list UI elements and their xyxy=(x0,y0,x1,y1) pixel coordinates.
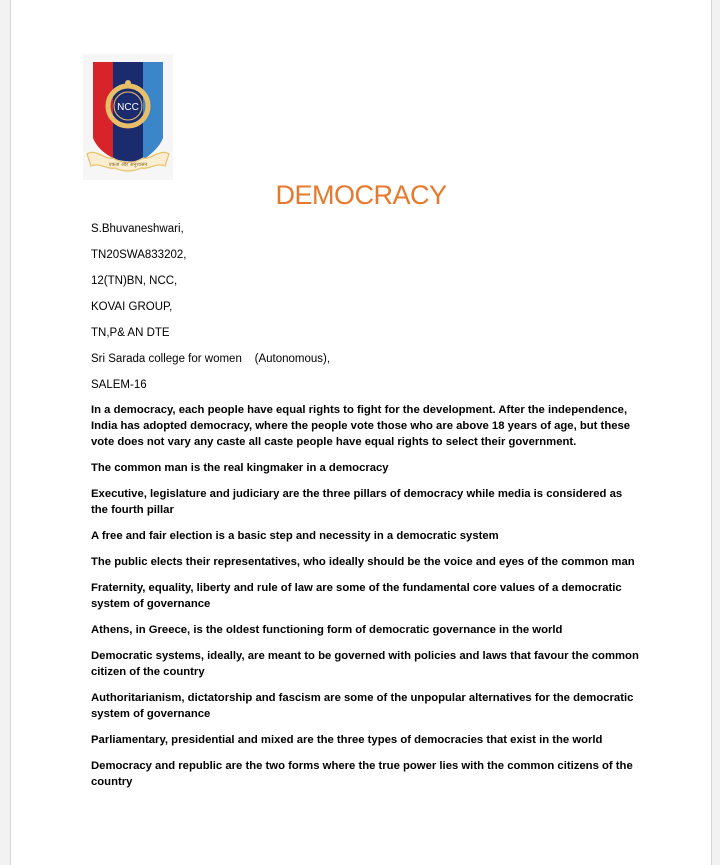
body-paragraph: Executive, legislature and judiciary are the three pillars of democracy while media is considered as the fourth pillar xyxy=(91,488,623,516)
body-paragraph: Democracy and republic are the two forms where the true power lies with the common citizens of the country xyxy=(91,760,633,788)
author-line: 12(TN)BN, NCC, xyxy=(91,275,178,287)
svg-text:NCC: NCC xyxy=(117,102,139,113)
author-details xyxy=(91,222,651,404)
body-paragraph: Authoritarianism, dictatorship and fascism are some of the unpopular alternatives for the democratic system of governance xyxy=(91,692,634,720)
document-page xyxy=(10,0,712,865)
author-line: SALEM-16 xyxy=(91,379,147,391)
author-line: KOVAI GROUP, xyxy=(91,301,173,313)
ncc-emblem-icon xyxy=(83,54,173,180)
body-paragraph: Athens, in Greece, is the oldest functioning form of democratic governance in the world xyxy=(91,624,563,636)
body-paragraph: In a democracy, each people have equal rights to fight for the development. After the independence, India has adopted democracy, where the people vote those who are above 18 years of age, but these vote does not vary any caste all caste people have equal rights to select their government. xyxy=(91,404,631,448)
body-paragraph: The public elects their representatives, who ideally should be the voice and eyes of the common man xyxy=(91,556,635,568)
body-paragraph: Fraternity, equality, liberty and rule of law are some of the fundamental core values of a democratic system of governance xyxy=(91,582,622,610)
document-title: DEMOCRACY xyxy=(275,180,447,210)
body-paragraph: Parliamentary, presidential and mixed are the three types of democracies that exist in the world xyxy=(91,734,603,746)
author-line: TN20SWA833202, xyxy=(91,249,187,261)
body-paragraph: The common man is the real kingmaker in a democracy xyxy=(91,462,389,474)
author-line: TN,P& AN DTE xyxy=(91,327,170,339)
author-line: Sri Sarada college for women (Autonomous), xyxy=(91,353,331,365)
body-paragraph: Democratic systems, ideally, are meant to be governed with policies and laws that favour the common citizen of the country xyxy=(91,650,639,678)
body-paragraph: A free and fair election is a basic step and necessity in a democratic system xyxy=(91,530,499,542)
svg-text:एकता और अनुशासन: एकता और अनुशासन xyxy=(108,162,148,168)
author-line: S.Bhuvaneshwari, xyxy=(91,223,184,235)
ncc-logo xyxy=(83,54,173,180)
document-body xyxy=(91,402,639,800)
